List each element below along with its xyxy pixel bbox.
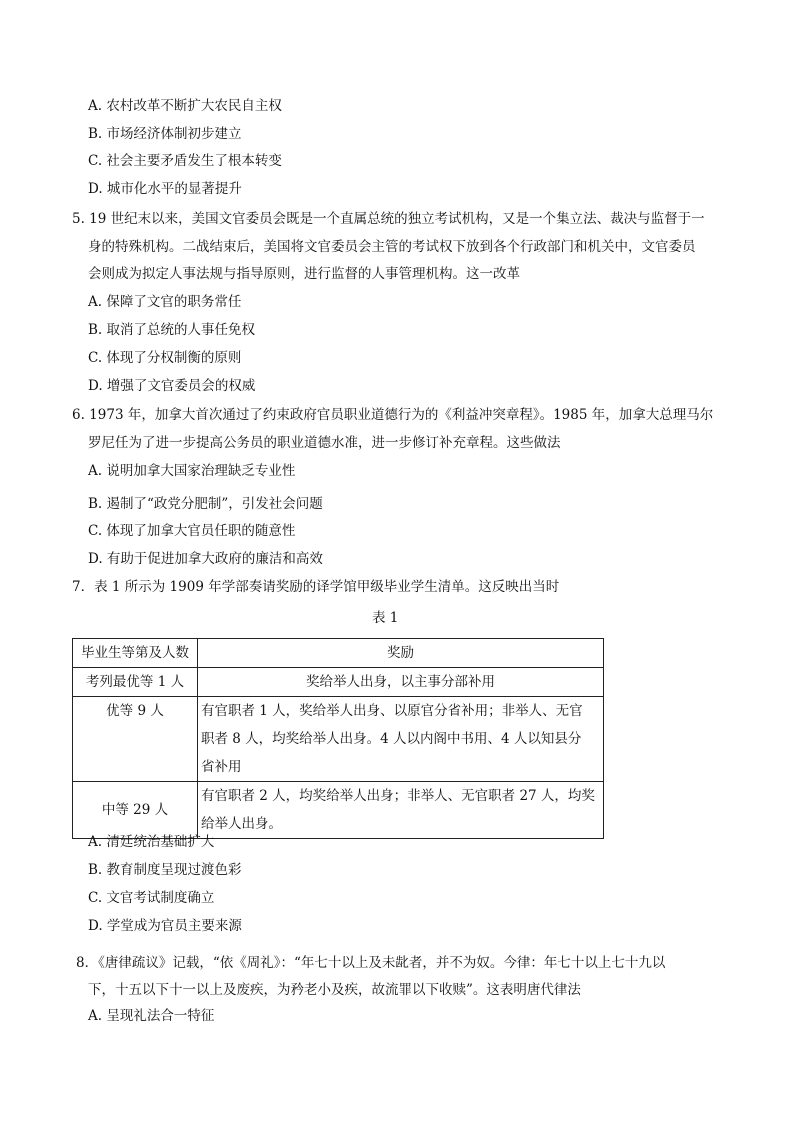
table-row <box>73 782 604 839</box>
table-cell-reward: 奖给举人出身，以主事分部补用 <box>198 668 604 697</box>
table-cell-reward <box>198 782 604 839</box>
q8-stem-line-2: 下，十五以下十一以上及废疾，为矜老小及疾，故流罪以下收赎”。这表明唐代律法 <box>88 982 581 998</box>
q6-option-d: D. 有助于促进加拿大政府的廉洁和高效 <box>88 551 323 567</box>
q5-option-a: A. 保障了文官的职务常任 <box>88 294 242 310</box>
reward-line: 有官职者 2 人，均奖给举人出身；非举人、无官职者 27 人，均奖 <box>201 788 595 804</box>
q4-option-b: B. 市场经济体制初步建立 <box>88 126 242 142</box>
q4-option-c: C. 社会主要矛盾发生了根本转变 <box>88 153 282 169</box>
q7-option-a: A. 清廷统治基础扩大 <box>88 834 215 850</box>
q6-option-a: A. 说明加拿大国家治理缺乏专业性 <box>88 463 296 479</box>
q8-stem-line-1: 8．《唐律疏议》记载，“依《周礼》：“年七十以上及未龀者，并不为奴。今律：年七十以上七十九以 <box>76 955 666 971</box>
table-cell-grade: 考列最优等 1 人 <box>73 668 198 697</box>
table-caption: 表 1 <box>372 610 399 626</box>
q7-stem: 7．表 1 所示为 1909 年学部奏请奖励的译学馆甲级毕业学生清单。这反映出当时 <box>72 579 560 595</box>
table-header-row <box>73 639 604 668</box>
table-cell-grade: 中等 29 人 <box>73 782 198 839</box>
q6-option-c: C. 体现了加拿大官员任职的随意性 <box>88 523 296 539</box>
q5-stem-line-3: 会则成为拟定人事法规与指导原则，进行监督的人事管理机构。这一改革 <box>88 266 520 282</box>
reward-line: 给举人出身。 <box>201 816 282 832</box>
q6-stem-line-1: 6. 1973 年，加拿大首次通过了约束政府官员职业道德行为的《利益冲突章程》。1985 年，加拿大总理马尔 <box>72 407 714 423</box>
q8-option-a: A. 呈现礼法合一特征 <box>88 1008 215 1024</box>
q5-option-d: D. 增强了文官委员会的权威 <box>88 378 256 394</box>
q5-option-c: C. 体现了分权制衡的原则 <box>88 350 242 366</box>
q6-stem-line-2: 罗尼任为了进一步提高公务员的职业道德水准，进一步修订补充章程。这些做法 <box>88 435 561 451</box>
q4-option-d: D. 城市化水平的显著提升 <box>88 181 242 197</box>
q5-stem-line-1: 5. 19 世纪末以来，美国文官委员会既是一个直属总统的独立考试机构，又是一个集立法、裁决与监督于一 <box>72 211 705 227</box>
table-row <box>73 697 604 782</box>
reward-table <box>72 638 604 839</box>
q7-option-c: C. 文官考试制度确立 <box>88 890 215 906</box>
table-row <box>73 668 604 697</box>
table-header-grade: 毕业生等第及人数 <box>73 639 198 668</box>
q5-option-b: B. 取消了总统的人事任免权 <box>88 322 256 338</box>
reward-line: 省补用 <box>201 759 242 775</box>
table-header-reward: 奖励 <box>198 639 604 668</box>
table-cell-reward <box>198 697 604 782</box>
q5-stem-line-2: 身的特殊机构。二战结束后，美国将文官委员会主管的考试权下放到各个行政部门和机关中，文官委员 <box>88 239 696 255</box>
q7-option-b: B. 教育制度呈现过渡色彩 <box>88 862 242 878</box>
reward-line: 有官职者 1 人，奖给举人出身、以原官分省补用；非举人、无官 <box>201 703 583 719</box>
table-cell-grade: 优等 9 人 <box>73 697 198 782</box>
q7-option-d: D. 学堂成为官员主要来源 <box>88 918 242 934</box>
q4-option-a: A. 农村改革不断扩大农民自主权 <box>88 98 282 114</box>
reward-line: 职者 8 人，均奖给举人出身。4 人以内阁中书用、4 人以知县分 <box>201 731 582 747</box>
q6-option-b: B. 遏制了“政党分肥制”，引发社会问题 <box>88 496 323 512</box>
